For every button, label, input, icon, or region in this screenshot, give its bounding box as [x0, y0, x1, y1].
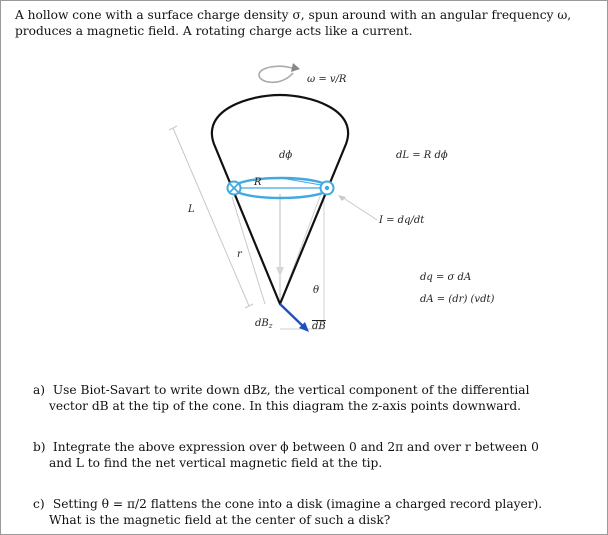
question-b: [33, 439, 549, 471]
theta-label: θ: [313, 285, 320, 296]
current-in-icon: [228, 182, 241, 195]
current-label: I = dq/dt: [379, 215, 425, 226]
dphi-label: dϕ: [279, 150, 293, 161]
question-b-tag: b): [33, 440, 46, 454]
question-a: [33, 382, 549, 414]
cone-diagram: [1, 1, 607, 361]
question-c-text: Setting θ = π/2 flattens the cone into a disk (imagine a charged record player). What is the magnetic field at the center of such a disk?: [49, 497, 543, 527]
dB-label: dB: [312, 321, 326, 332]
omega-label: ω = v/R: [307, 74, 347, 85]
question-c-tag: c): [33, 497, 45, 511]
length-dimension: [169, 126, 253, 308]
question-c: [33, 496, 549, 528]
rotation-arrow-icon: [259, 63, 300, 82]
L-label: L: [188, 204, 195, 215]
current-pointer: [342, 197, 377, 220]
current-pointer-head: [338, 195, 346, 201]
current-out-icon: [321, 182, 334, 195]
dA-label: dA = (dr) (vdt): [420, 294, 495, 305]
r-label: r: [237, 249, 242, 260]
question-a-tag: a): [33, 383, 46, 397]
dL-label: dL = R dϕ: [396, 150, 448, 161]
problem-intro: A hollow cone with a surface charge density σ, spun around with an angular frequency ω, produces a magnetic field. A rotating charge acts like a current.: [15, 8, 572, 38]
z-axis-arrow: [276, 267, 284, 277]
dq-label: dq = σ dA: [420, 272, 472, 283]
question-b-text: Integrate the above expression over ϕ between 0 and 2π and over r between 0 and L to find the net vertical magnetic field at the tip.: [49, 440, 539, 470]
dBz-label: $dB_z$: [255, 318, 273, 330]
R-label: R: [254, 177, 262, 188]
question-a-text: Use Biot-Savart to write down dBz, the vertical component of the differential vector dB at the tip of the cone. In this diagram the z-axis points downward.: [49, 383, 530, 413]
